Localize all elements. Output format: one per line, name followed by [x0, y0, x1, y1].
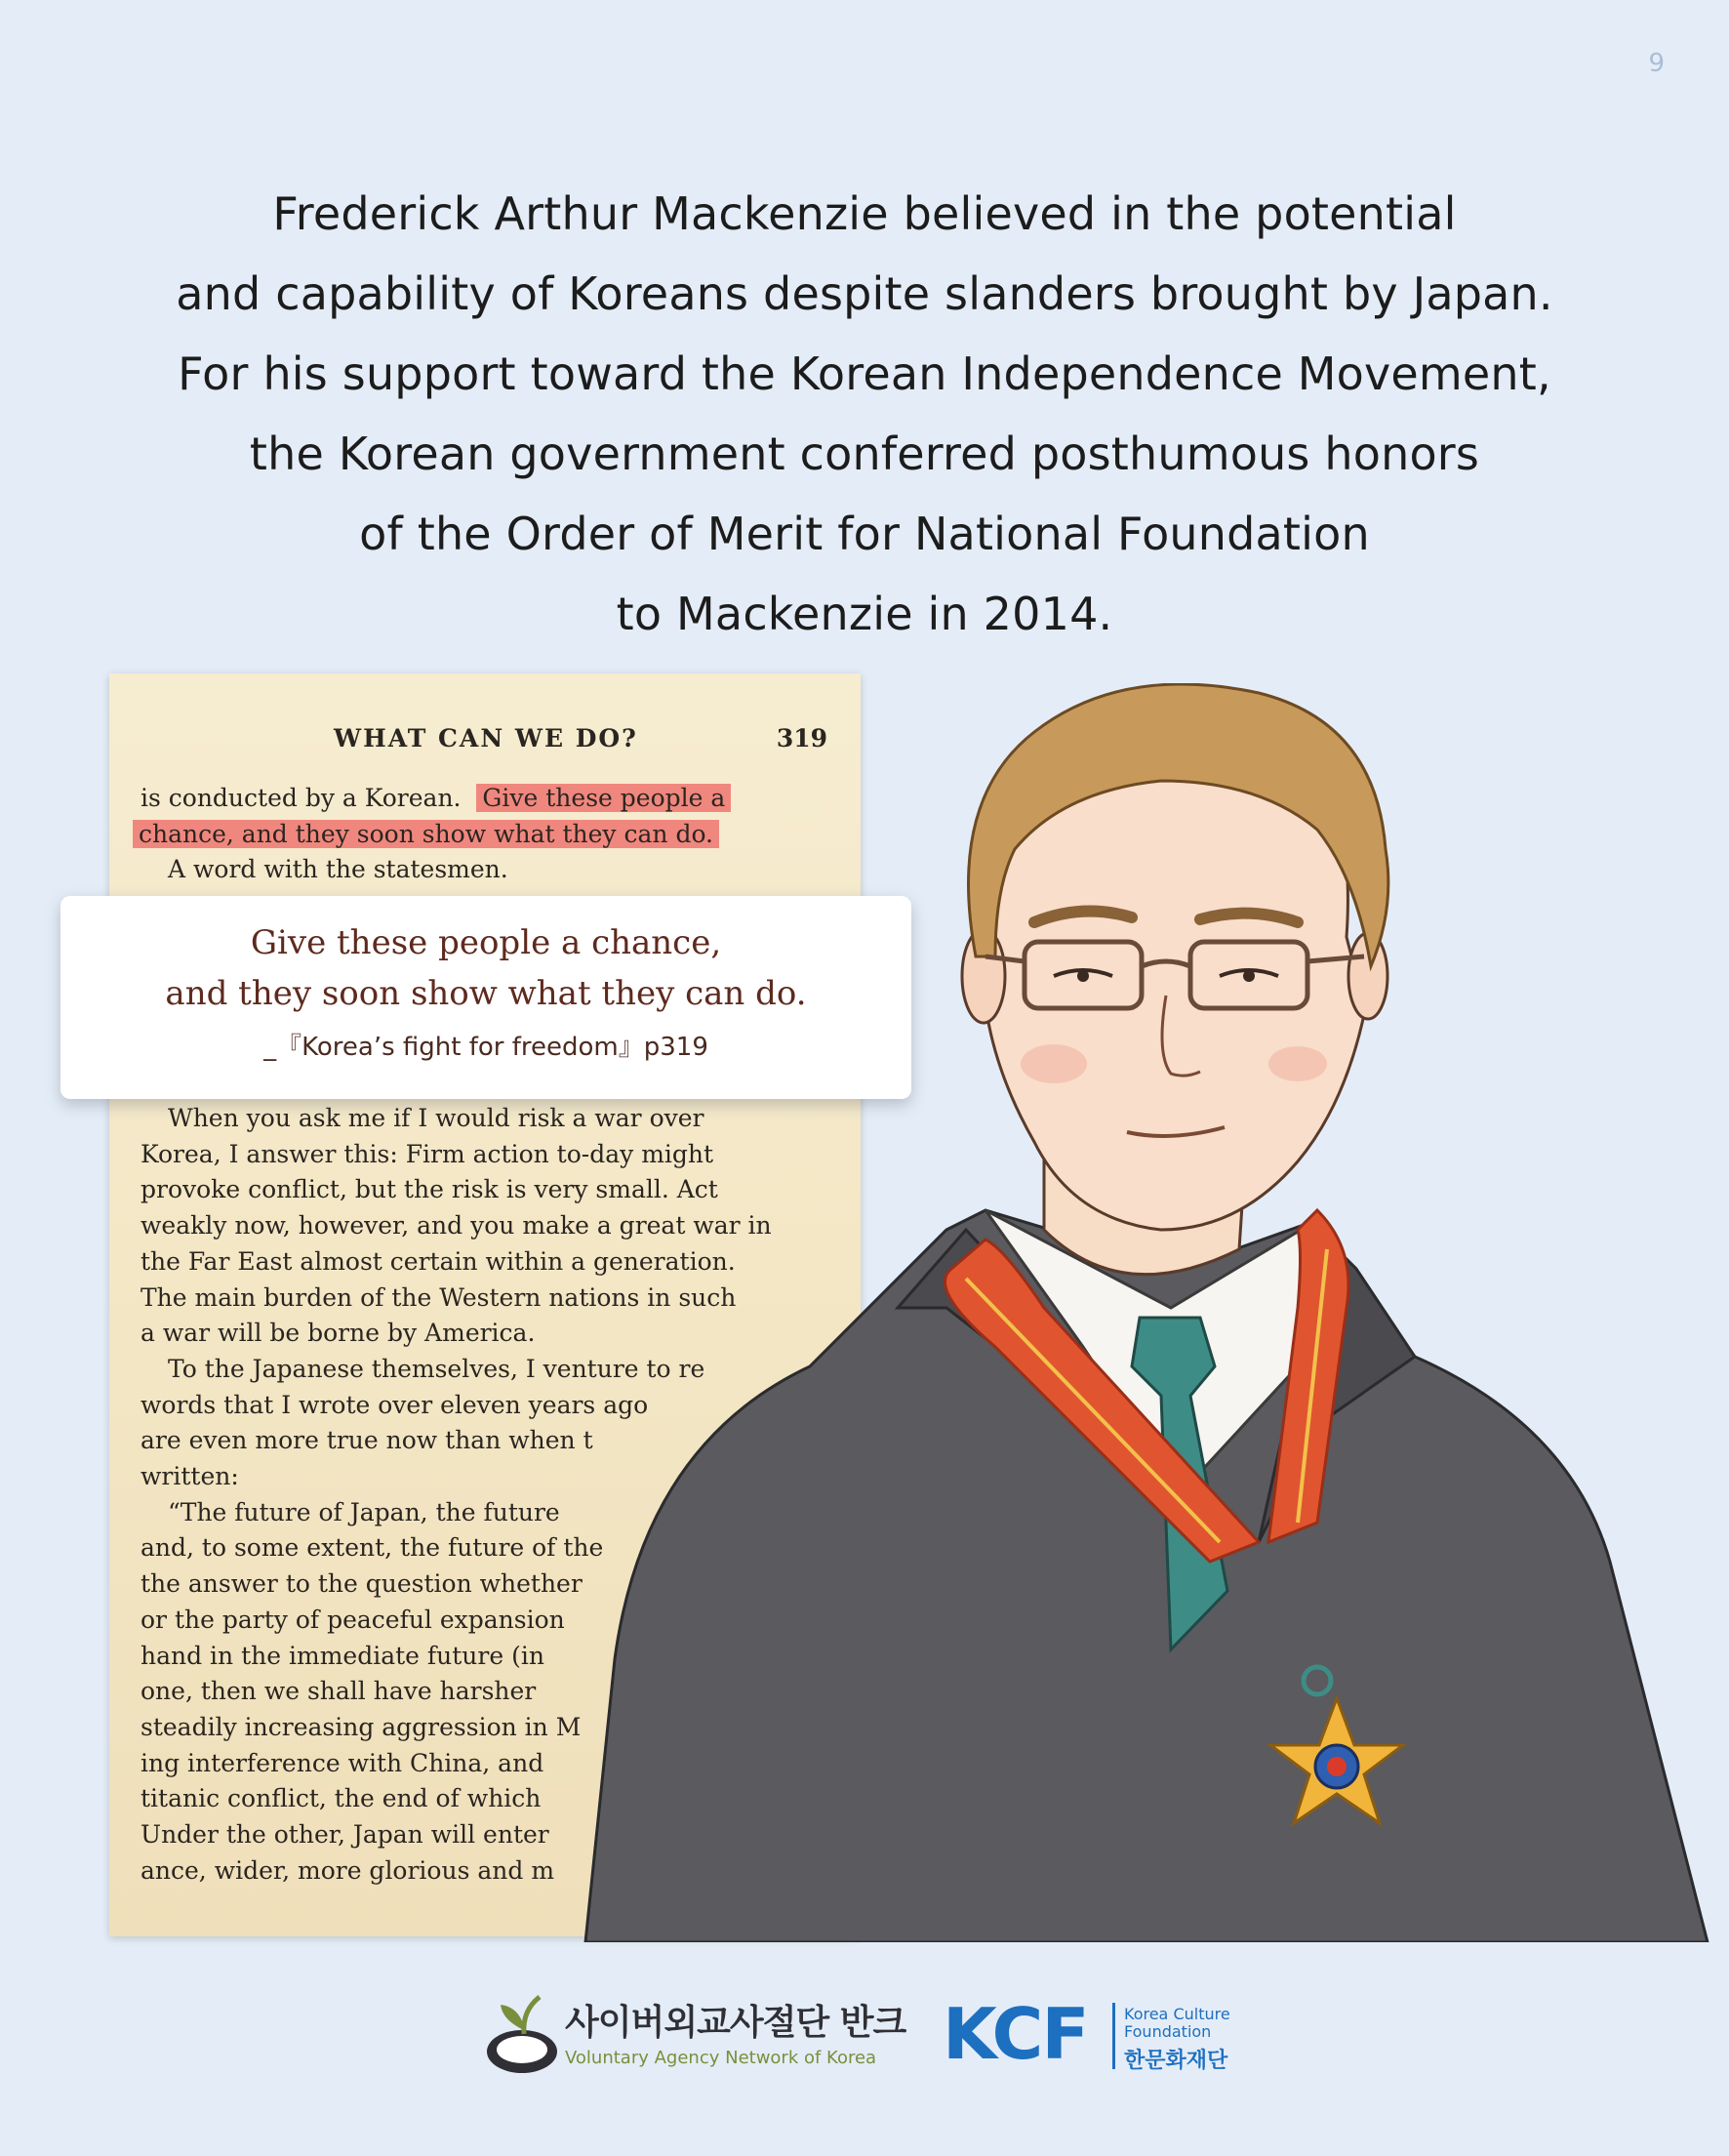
book-line: Under the other, Japan will enter	[141, 1820, 549, 1850]
headline	[0, 174, 1729, 654]
book-line: words that I wrote over eleven years ago	[141, 1390, 649, 1419]
kcf-logo	[943, 1993, 1255, 2077]
book-line: To the Japanese themselves, I venture to re	[168, 1354, 705, 1383]
book-line: Korea, I answer this: Firm action to-day might	[141, 1139, 714, 1168]
book-line: the answer to the question whether	[141, 1569, 583, 1599]
page-number: 9	[1648, 49, 1665, 78]
book-line-plain: is conducted by a Korean.	[141, 784, 462, 812]
book-line: weakly now, however, and you make a great war in	[141, 1211, 772, 1241]
book-line: A word with the statesmen.	[168, 855, 508, 884]
book-line: written:	[141, 1462, 239, 1491]
book-line: and, to some extent, the future of the	[141, 1533, 604, 1563]
vank-logo	[483, 1991, 906, 2079]
kcf-divider	[1112, 2003, 1115, 2069]
book-line: are even more true now than when t	[141, 1426, 593, 1455]
vank-emblem-icon	[483, 1991, 563, 2079]
book-line: “The future of Japan, the future	[168, 1497, 560, 1526]
book-line: ance, wider, more glorious and m	[141, 1855, 555, 1885]
headline-line: to Mackenzie in 2014.	[616, 588, 1113, 640]
book-line: When you ask me if I would risk a war over	[168, 1104, 704, 1132]
headline-line: of the Order of Merit for National Foundation	[359, 508, 1370, 560]
book-running-header: WHAT CAN WE DO?	[334, 724, 638, 753]
book-line: ing interference with China, and	[141, 1748, 544, 1777]
quote-line: Give these people a chance,	[250, 923, 722, 962]
kcf-korean-name: 한문화재단	[1124, 2049, 1228, 2073]
book-line: hand in the immediate future (in	[141, 1641, 544, 1670]
kcf-wordmark: KCF	[943, 1993, 1088, 2075]
headline-line: and capability of Koreans despite slanders brought by Japan.	[176, 267, 1553, 320]
book-line: titanic conflict, the end of which	[141, 1784, 542, 1813]
headline-line: the Korean government conferred posthumous honors	[249, 427, 1480, 480]
headline-line: Frederick Arthur Mackenzie believed in the potential	[272, 187, 1457, 240]
mackenzie-portrait-illustration	[576, 683, 1729, 1942]
book-line: one, then we shall have harsher	[141, 1677, 537, 1706]
highlighted-text: Give these people a	[476, 784, 731, 812]
book-line: the Far East almost certain within a generation.	[141, 1246, 736, 1276]
book-page-number: 319	[776, 724, 827, 753]
headline-line: For his support toward the Korean Independence Movement,	[178, 347, 1551, 400]
kcf-english-line: Korea Culture	[1124, 2005, 1230, 2023]
quote-card	[60, 896, 911, 1099]
quote-line: and they soon show what they can do.	[165, 974, 807, 1013]
book-line: The main burden of the Western nations in such	[141, 1282, 737, 1312]
kcf-english-line: Foundation	[1124, 2022, 1212, 2041]
vank-english-name: Voluntary Agency Network of Korea	[565, 2048, 877, 2068]
vank-korean-name: 사이버외교사절단 반크	[565, 2003, 906, 2043]
book-line: a war will be borne by America.	[141, 1319, 536, 1348]
highlighted-text: chance, and they soon show what they can do.	[133, 820, 719, 848]
book-line: provoke conflict, but the risk is very small. Act	[141, 1175, 718, 1204]
quote-source: _『Korea’s fight for freedom』p319	[263, 1033, 708, 1062]
book-line: or the party of peaceful expansion	[141, 1605, 565, 1634]
book-line: steadily increasing aggression in M	[141, 1712, 582, 1741]
